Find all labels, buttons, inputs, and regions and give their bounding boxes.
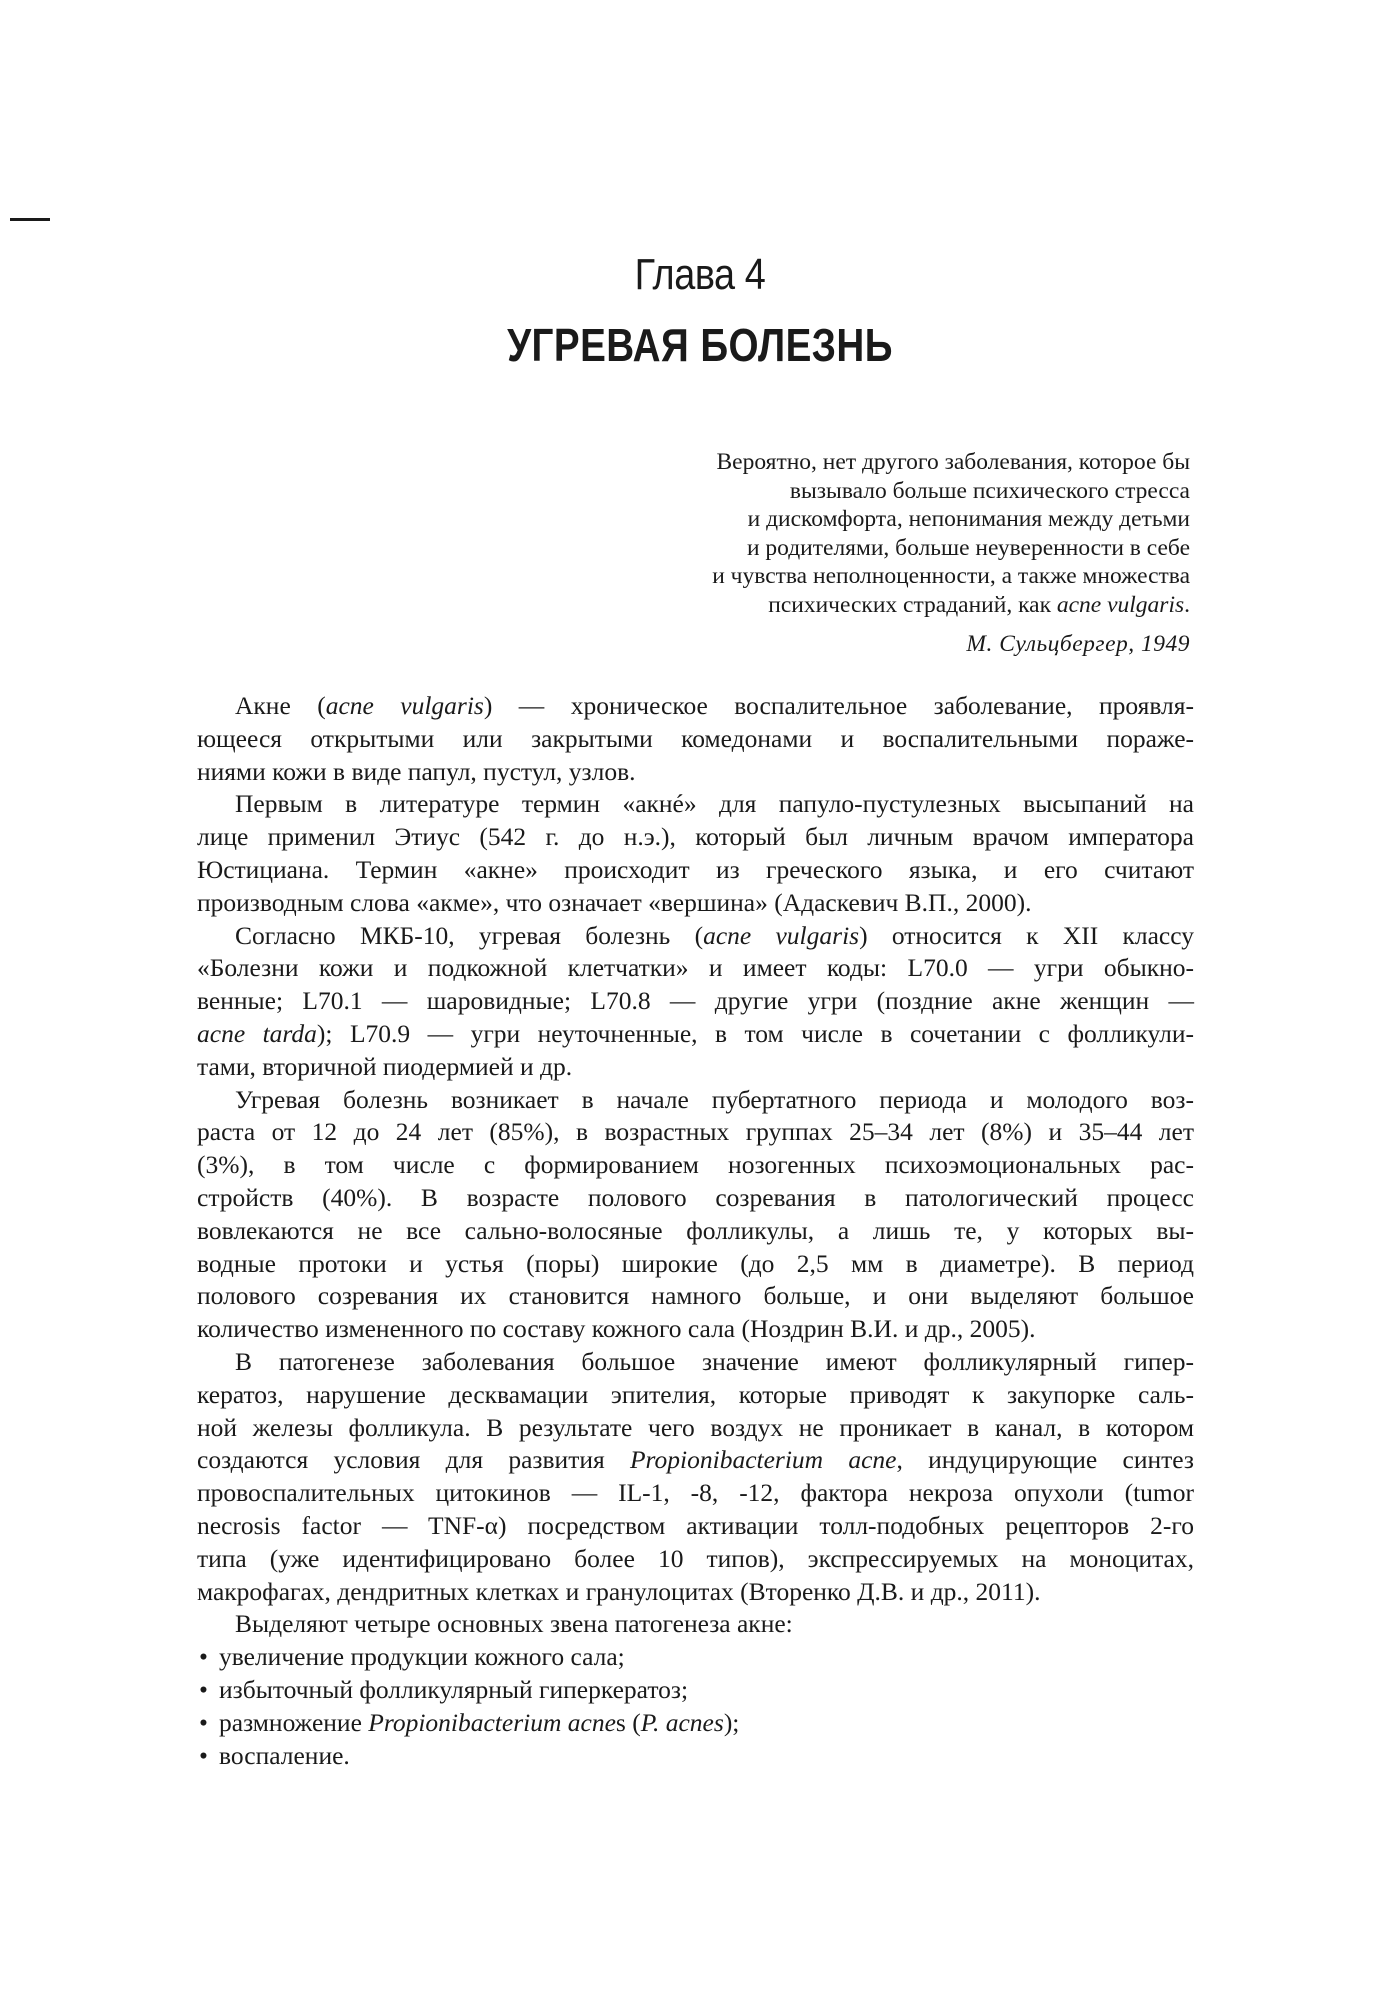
epigraph-line [630,591,1190,620]
list-item-text: воспаление. [219,1740,350,1770]
paragraph-line: (3%), в том числе с формированием нозогенных психоэмоциональных рас- [197,1150,1194,1180]
latin-term: acne tarda [197,1018,317,1048]
bullet-icon: • [199,1707,208,1737]
epigraph-line: вызывало больше психического стресса [789,477,1190,504]
epigraph-term: acne vulgaris [1056,591,1185,618]
paragraph-line: лице применил Этиус (542 г. до н.э.), который был личным врачом императора [197,822,1194,852]
text-run: ); L70.9 — угри неуточненные, в том числе в сочетании с фолликули- [316,1018,1195,1048]
paragraph-line: Выделяют четыре основных звена патогенеза акне: [235,1609,793,1639]
list-item-text: избыточный фолликулярный гиперкератоз; [219,1674,689,1704]
latin-term: Propionibacterium acne [368,1707,616,1737]
paragraph-line: водные протоки и устья (поры) широкие (до 2,5 мм в диаметре). В период [197,1248,1194,1278]
paragraph-line: типа (уже идентифицировано более 10 типов), экспрессируемых на моноцитах, [197,1543,1194,1573]
paragraph-line: «Болезни кожи и подкожной клетчатки» и имеет коды: L70.0 — угри обыкно- [197,953,1194,983]
chapter-title: УГРЕВАЯ БОЛЕЗНЬ [507,319,893,371]
paragraph-line: производным слова «акме», что означает «вершина» (Адаскевич В.П., 2000). [197,887,1032,917]
latin-term: acne vulgaris [325,691,484,720]
list-item [197,1641,1194,1674]
epigraph-text: психических страданий, как [768,591,1057,618]
list-item [197,1707,1194,1740]
paragraph-line [197,690,1194,723]
text-run: создаются условия для развития [197,1445,630,1475]
paragraph-line: полового созревания их становится намного больше, и они выделяют большое [197,1281,1194,1311]
list-item-text: s ( [615,1707,641,1737]
paragraph-line [197,1444,1194,1477]
epigraph-line: Вероятно, нет другого заболевания, которое бы [716,449,1190,475]
text-run: Согласно МКБ-10, угревая болезнь ( [235,920,704,950]
list-item [197,1674,1194,1707]
paragraph-line [197,1018,1194,1051]
paragraph-line: Юстициана. Термин «акне» происходит из греческого языка, и его считают [197,854,1194,884]
bullet-icon: • [199,1674,208,1704]
paragraph-line: кератоз, нарушение десквамации эпителия, которые приводят к закупорке саль- [197,1379,1194,1409]
list-item-text: размножение [219,1707,369,1737]
text-run: Акне ( [235,691,326,720]
epigraph-text: . [1184,591,1190,618]
paragraph-line: Угревая болезнь возникает в начале пубертатного периода и молодого воз- [235,1084,1194,1114]
paragraph-line: вовлекаются не все сально-волосяные фолликулы, а лишь те, у которых вы- [197,1215,1194,1245]
margin-mark [10,218,50,221]
text-run: , индуцирующие синтез [896,1445,1194,1475]
latin-term: P. acnes [640,1707,724,1737]
chapter-label: Глава 4 [634,250,766,299]
pathogenesis-list [197,1641,1194,1772]
text-run: ) относится к XII классу [859,920,1194,950]
paragraph-line: ющееся открытыми или закрытыми комедонами и воспалительными пораже- [197,723,1194,753]
latin-term: Propionibacterium acne [629,1445,897,1475]
epigraph-line: и чувства неполноценности, а также множества [712,563,1190,590]
epigraph-line: и родителями, больше неуверенности в себе [746,534,1190,561]
paragraph-line: В патогенезе заболевания большое значение имеют фолликулярный гипер- [235,1346,1194,1376]
body-text [197,690,1194,1772]
paragraph-line: количество измененного по составу кожного сала (Ноздрин В.И. и др., 2005). [197,1314,1036,1344]
paragraph-line: тами, вторичной пиодермией и др. [197,1051,573,1081]
paragraph-line: Первым в литературе термин «акнé» для папуло-пустулезных высыпаний на [235,789,1194,819]
text-run: ) — хроническое воспалительное заболевание, проявля- [483,691,1194,720]
paragraph-line: necrosis factor — TNF-α) посредством активации толл-подобных рецепторов 2-го [197,1510,1194,1540]
epigraph-author: М. Сульцбергер, 1949 [966,630,1190,657]
epigraph-line: и дискомфорта, непонимания между детьми [747,506,1190,533]
paragraph-line: провоспалительных цитокинов — IL-1, -8, -12, фактора некроза опухоли (tumor [197,1478,1194,1508]
list-item-text: ); [723,1707,740,1737]
paragraph-line: стройств (40%). В возрасте полового созревания в патологический процесс [197,1182,1194,1212]
paragraph-line: ниями кожи в виде папул, пустул, узлов. [197,756,636,786]
bullet-icon: • [199,1740,208,1770]
list-item [197,1740,1194,1773]
latin-term: acne vulgaris [703,920,860,950]
epigraph [630,448,1190,658]
bullet-icon: • [199,1642,208,1672]
paragraph-line: венные; L70.1 — шаровидные; L70.8 — другие угри (поздние акне женщин — [197,986,1194,1016]
list-item-text: увеличение продукции кожного сала; [219,1642,625,1672]
paragraph-line: макрофагах, дендритных клетках и гранулоцитах (Вторенко Д.В. и др., 2011). [197,1576,1041,1606]
paragraph-line: раста от 12 до 24 лет (85%), в возрастных группах 25–34 лет (8%) и 35–44 лет [197,1117,1194,1147]
paragraph-line: ной железы фолликула. В результате чего воздух не проникает в канал, в котором [197,1412,1194,1442]
paragraph-line [197,920,1194,953]
